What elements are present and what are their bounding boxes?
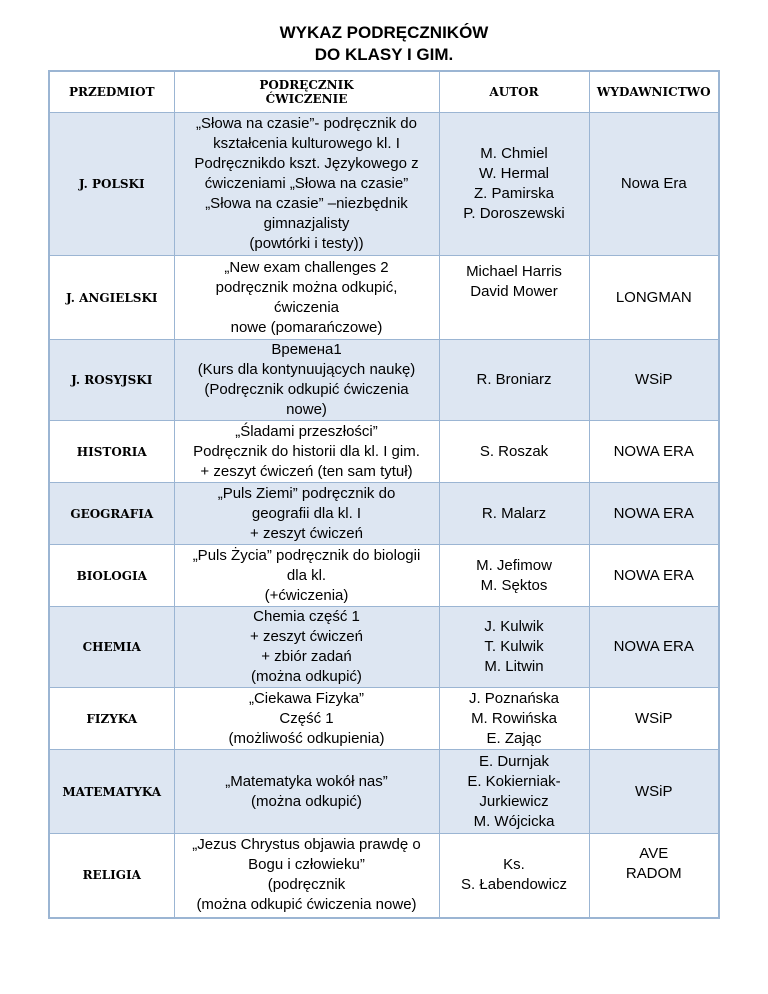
book-cell: „Słowa na czasie”- podręcznik do kształcenia kulturowego kl. I Podręcznikdo kszt. Językowego z ćwiczeniami „Słowa na czasie” „Słowa na czasie” –niezbędnik gimnazjalisty (powtórki i testy)) xyxy=(174,113,439,256)
table-row xyxy=(49,834,719,918)
textbook-table xyxy=(48,70,720,919)
author-cell: Ks. S. Łabendowicz xyxy=(439,834,589,918)
table-row xyxy=(49,750,719,834)
book-cell: Времена1 (Kurs dla kontynuujących naukę) (Podręcznik odkupić ćwiczenia nowe) xyxy=(174,340,439,421)
publisher-cell: Nowa Era xyxy=(589,113,719,256)
author-cell: S. Roszak xyxy=(439,421,589,483)
table-row xyxy=(49,688,719,750)
book-cell: „Śladami przeszłości” Podręcznik do historii dla kl. I gim. + zeszyt ćwiczeń (ten sam tytuł) xyxy=(174,421,439,483)
book-cell: „Puls Życia” podręcznik do biologii dla kl. (+ćwiczenia) xyxy=(174,545,439,607)
table-row xyxy=(49,421,719,483)
publisher-cell: NOWA ERA xyxy=(589,607,719,688)
subject-cell: FIZYKA xyxy=(49,688,174,750)
author-cell: M. Chmiel W. Hermal Z. Pamirska P. Doroszewski xyxy=(439,113,589,256)
book-cell: „Ciekawa Fizyka” Część 1 (możliwość odkupienia) xyxy=(174,688,439,750)
author-cell: R. Broniarz xyxy=(439,340,589,421)
publisher-cell: AVE RADOM xyxy=(589,834,719,918)
header-book-line-2: ĆWICZENIE xyxy=(265,92,348,106)
header-book xyxy=(174,71,439,113)
publisher-cell: WSiP xyxy=(589,750,719,834)
table-row xyxy=(49,256,719,340)
title-line-2: DO KLASY I GIM. xyxy=(314,45,454,64)
header-subject: PRZEDMIOT xyxy=(49,71,174,113)
subject-cell: RELIGIA xyxy=(49,834,174,918)
title-line-1: WYKAZ PODRĘCZNIKÓW xyxy=(279,23,489,42)
publisher-cell: NOWA ERA xyxy=(589,421,719,483)
book-cell: „Matematyka wokół nas” (można odkupić) xyxy=(174,750,439,834)
book-cell: „New exam challenges 2 podręcznik można odkupić, ćwiczenia nowe (pomarańczowe) xyxy=(174,256,439,340)
subject-cell: J. ANGIELSKI xyxy=(49,256,174,340)
table-row xyxy=(49,545,719,607)
author-cell: E. Durnjak E. Kokierniak- Jurkiewicz M. Wójcicka xyxy=(439,750,589,834)
publisher-cell: NOWA ERA xyxy=(589,545,719,607)
header-row xyxy=(49,71,719,113)
publisher-cell: WSiP xyxy=(589,340,719,421)
author-cell: Michael Harris David Mower xyxy=(439,256,589,340)
subject-cell: MATEMATYKA xyxy=(49,750,174,834)
subject-cell: CHEMIA xyxy=(49,607,174,688)
author-cell: M. Jefimow M. Sęktos xyxy=(439,545,589,607)
subject-cell: GEOGRAFIA xyxy=(49,483,174,545)
table-row xyxy=(49,607,719,688)
header-publisher: WYDAWNICTWO xyxy=(589,71,719,113)
subject-cell: J. ROSYJSKI xyxy=(49,340,174,421)
author-cell: J. Kulwik T. Kulwik M. Litwin xyxy=(439,607,589,688)
table-row xyxy=(49,113,719,256)
publisher-cell: LONGMAN xyxy=(589,256,719,340)
table-row xyxy=(49,340,719,421)
book-cell: „Jezus Chrystus objawia prawdę o Bogu i człowieku” (podręcznik (można odkupić ćwiczenia nowe) xyxy=(174,834,439,918)
publisher-cell: WSiP xyxy=(589,688,719,750)
author-cell: J. Poznańska M. Rowińska E. Zając xyxy=(439,688,589,750)
subject-cell: J. POLSKI xyxy=(49,113,174,256)
header-author: AUTOR xyxy=(439,71,589,113)
subject-cell: HISTORIA xyxy=(49,421,174,483)
book-cell: „Puls Ziemi” podręcznik do geografii dla kl. I + zeszyt ćwiczeń xyxy=(174,483,439,545)
table-row xyxy=(49,483,719,545)
author-cell: R. Malarz xyxy=(439,483,589,545)
subject-cell: BIOLOGIA xyxy=(49,545,174,607)
publisher-cell: NOWA ERA xyxy=(589,483,719,545)
header-book-line-1: PODRĘCZNIK xyxy=(259,78,354,92)
book-cell: Chemia część 1 + zeszyt ćwiczeń + zbiór zadań (można odkupić) xyxy=(174,607,439,688)
document-title xyxy=(0,22,768,66)
